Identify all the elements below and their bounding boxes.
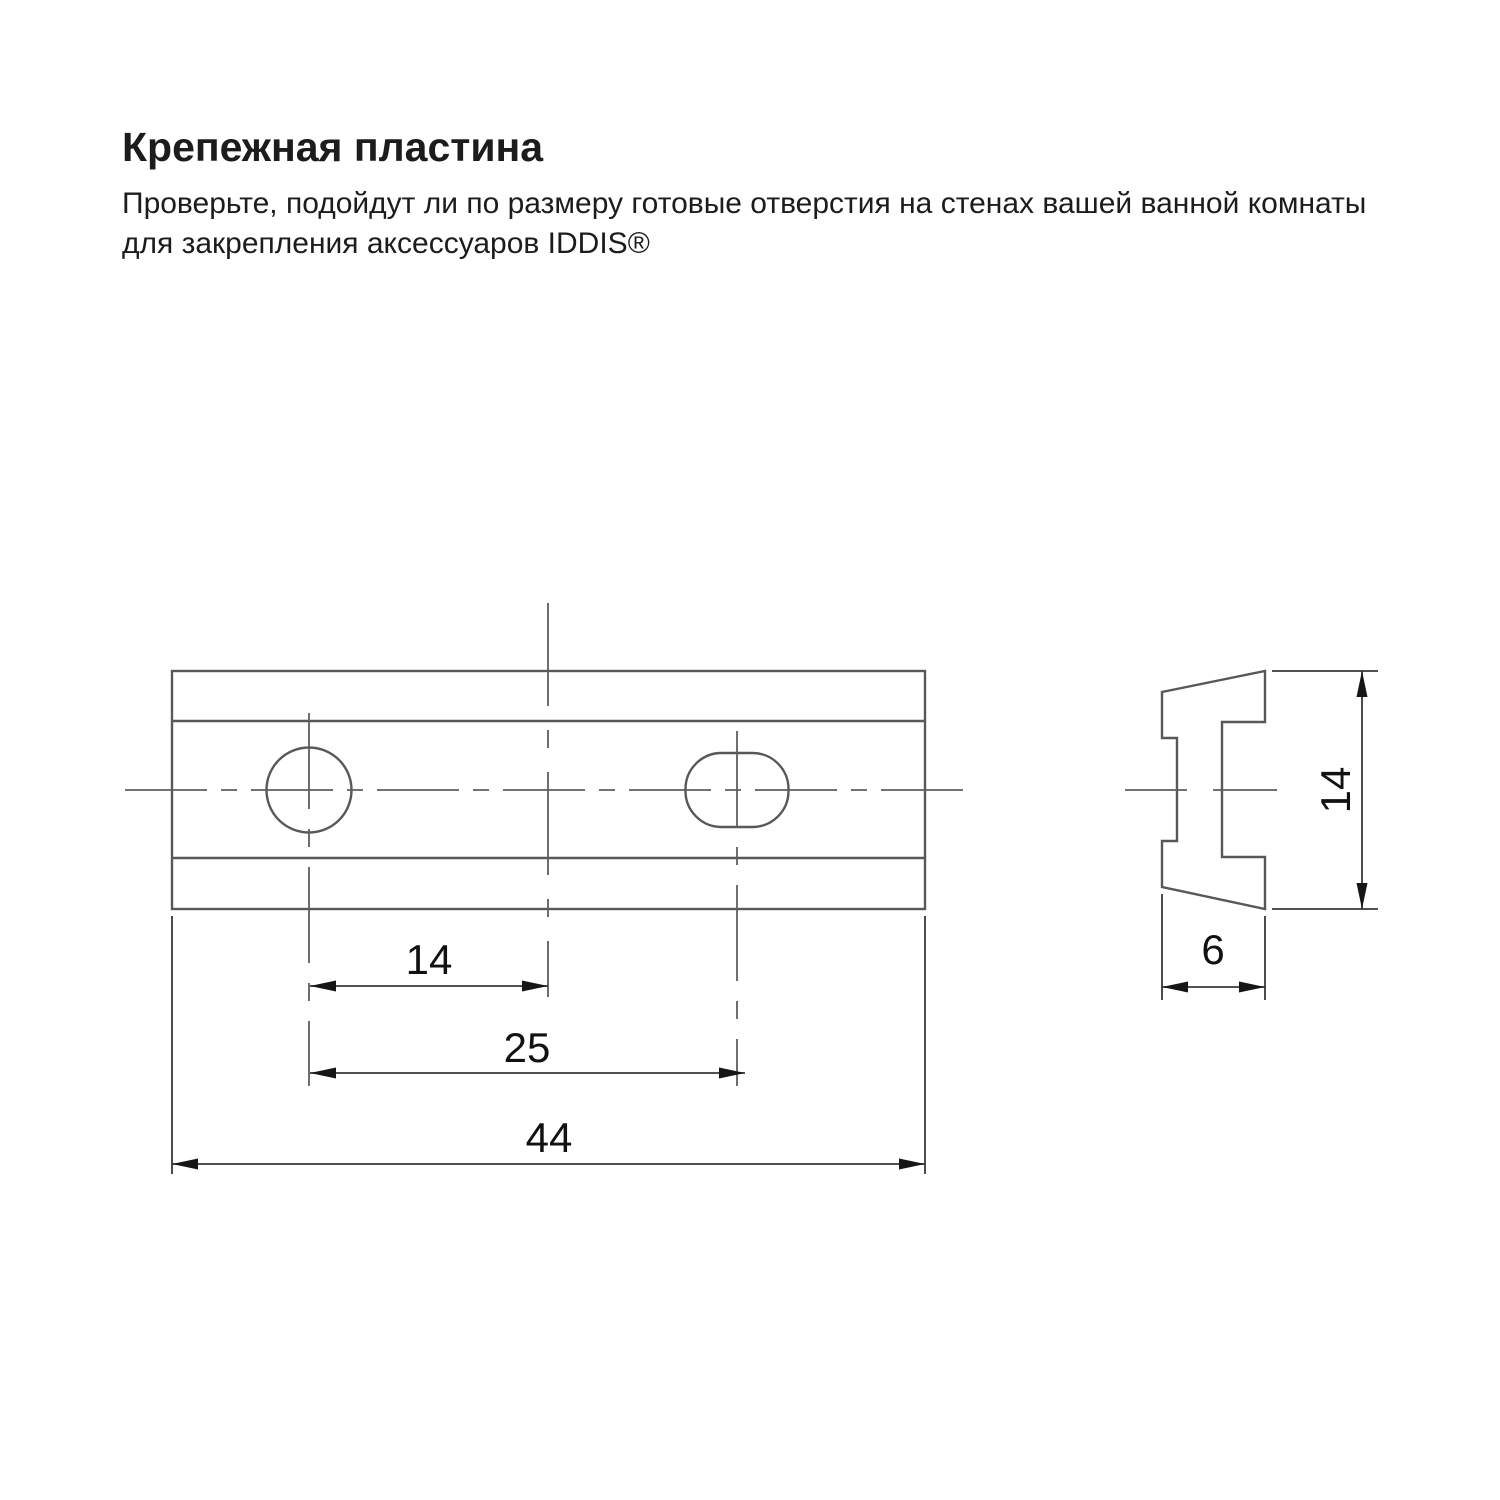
page-title: Крепежная пластина (122, 124, 544, 170)
arrowhead-left-icon (310, 981, 336, 992)
arrowhead-left-icon (172, 1159, 198, 1170)
side-view (1125, 671, 1378, 1000)
dim-label-plate-width: 44 (525, 1114, 573, 1161)
arrowhead-right-icon (719, 1068, 745, 1079)
arrowhead-up-icon (1357, 671, 1368, 697)
arrowhead-left-icon (310, 1068, 336, 1079)
dimension-plate-height (1272, 671, 1378, 909)
dimension-hole-offset (310, 936, 548, 992)
front-view (125, 603, 973, 1174)
dimension-plate-width (172, 1114, 925, 1170)
description-line-1: Проверьте, подойдут ли по размеру готовые отверстия на стенах вашей ванной комнаты (122, 187, 1367, 220)
dimension-hole-spacing (310, 1024, 745, 1079)
description-line-2: для закрепления аксессуаров IDDIS® (122, 227, 650, 260)
arrowhead-right-icon (899, 1159, 925, 1170)
arrowhead-left-icon (1162, 982, 1188, 993)
dim-label-hole-spacing: 25 (503, 1024, 551, 1071)
dimension-plate-depth (1162, 894, 1265, 1000)
arrowhead-down-icon (1357, 883, 1368, 909)
arrowhead-right-icon (522, 981, 548, 992)
dim-label-plate-depth: 6 (1201, 926, 1225, 973)
dim-label-hole-offset: 14 (405, 936, 453, 983)
arrowhead-right-icon (1239, 982, 1265, 993)
dim-label-plate-height: 14 (1312, 766, 1359, 814)
